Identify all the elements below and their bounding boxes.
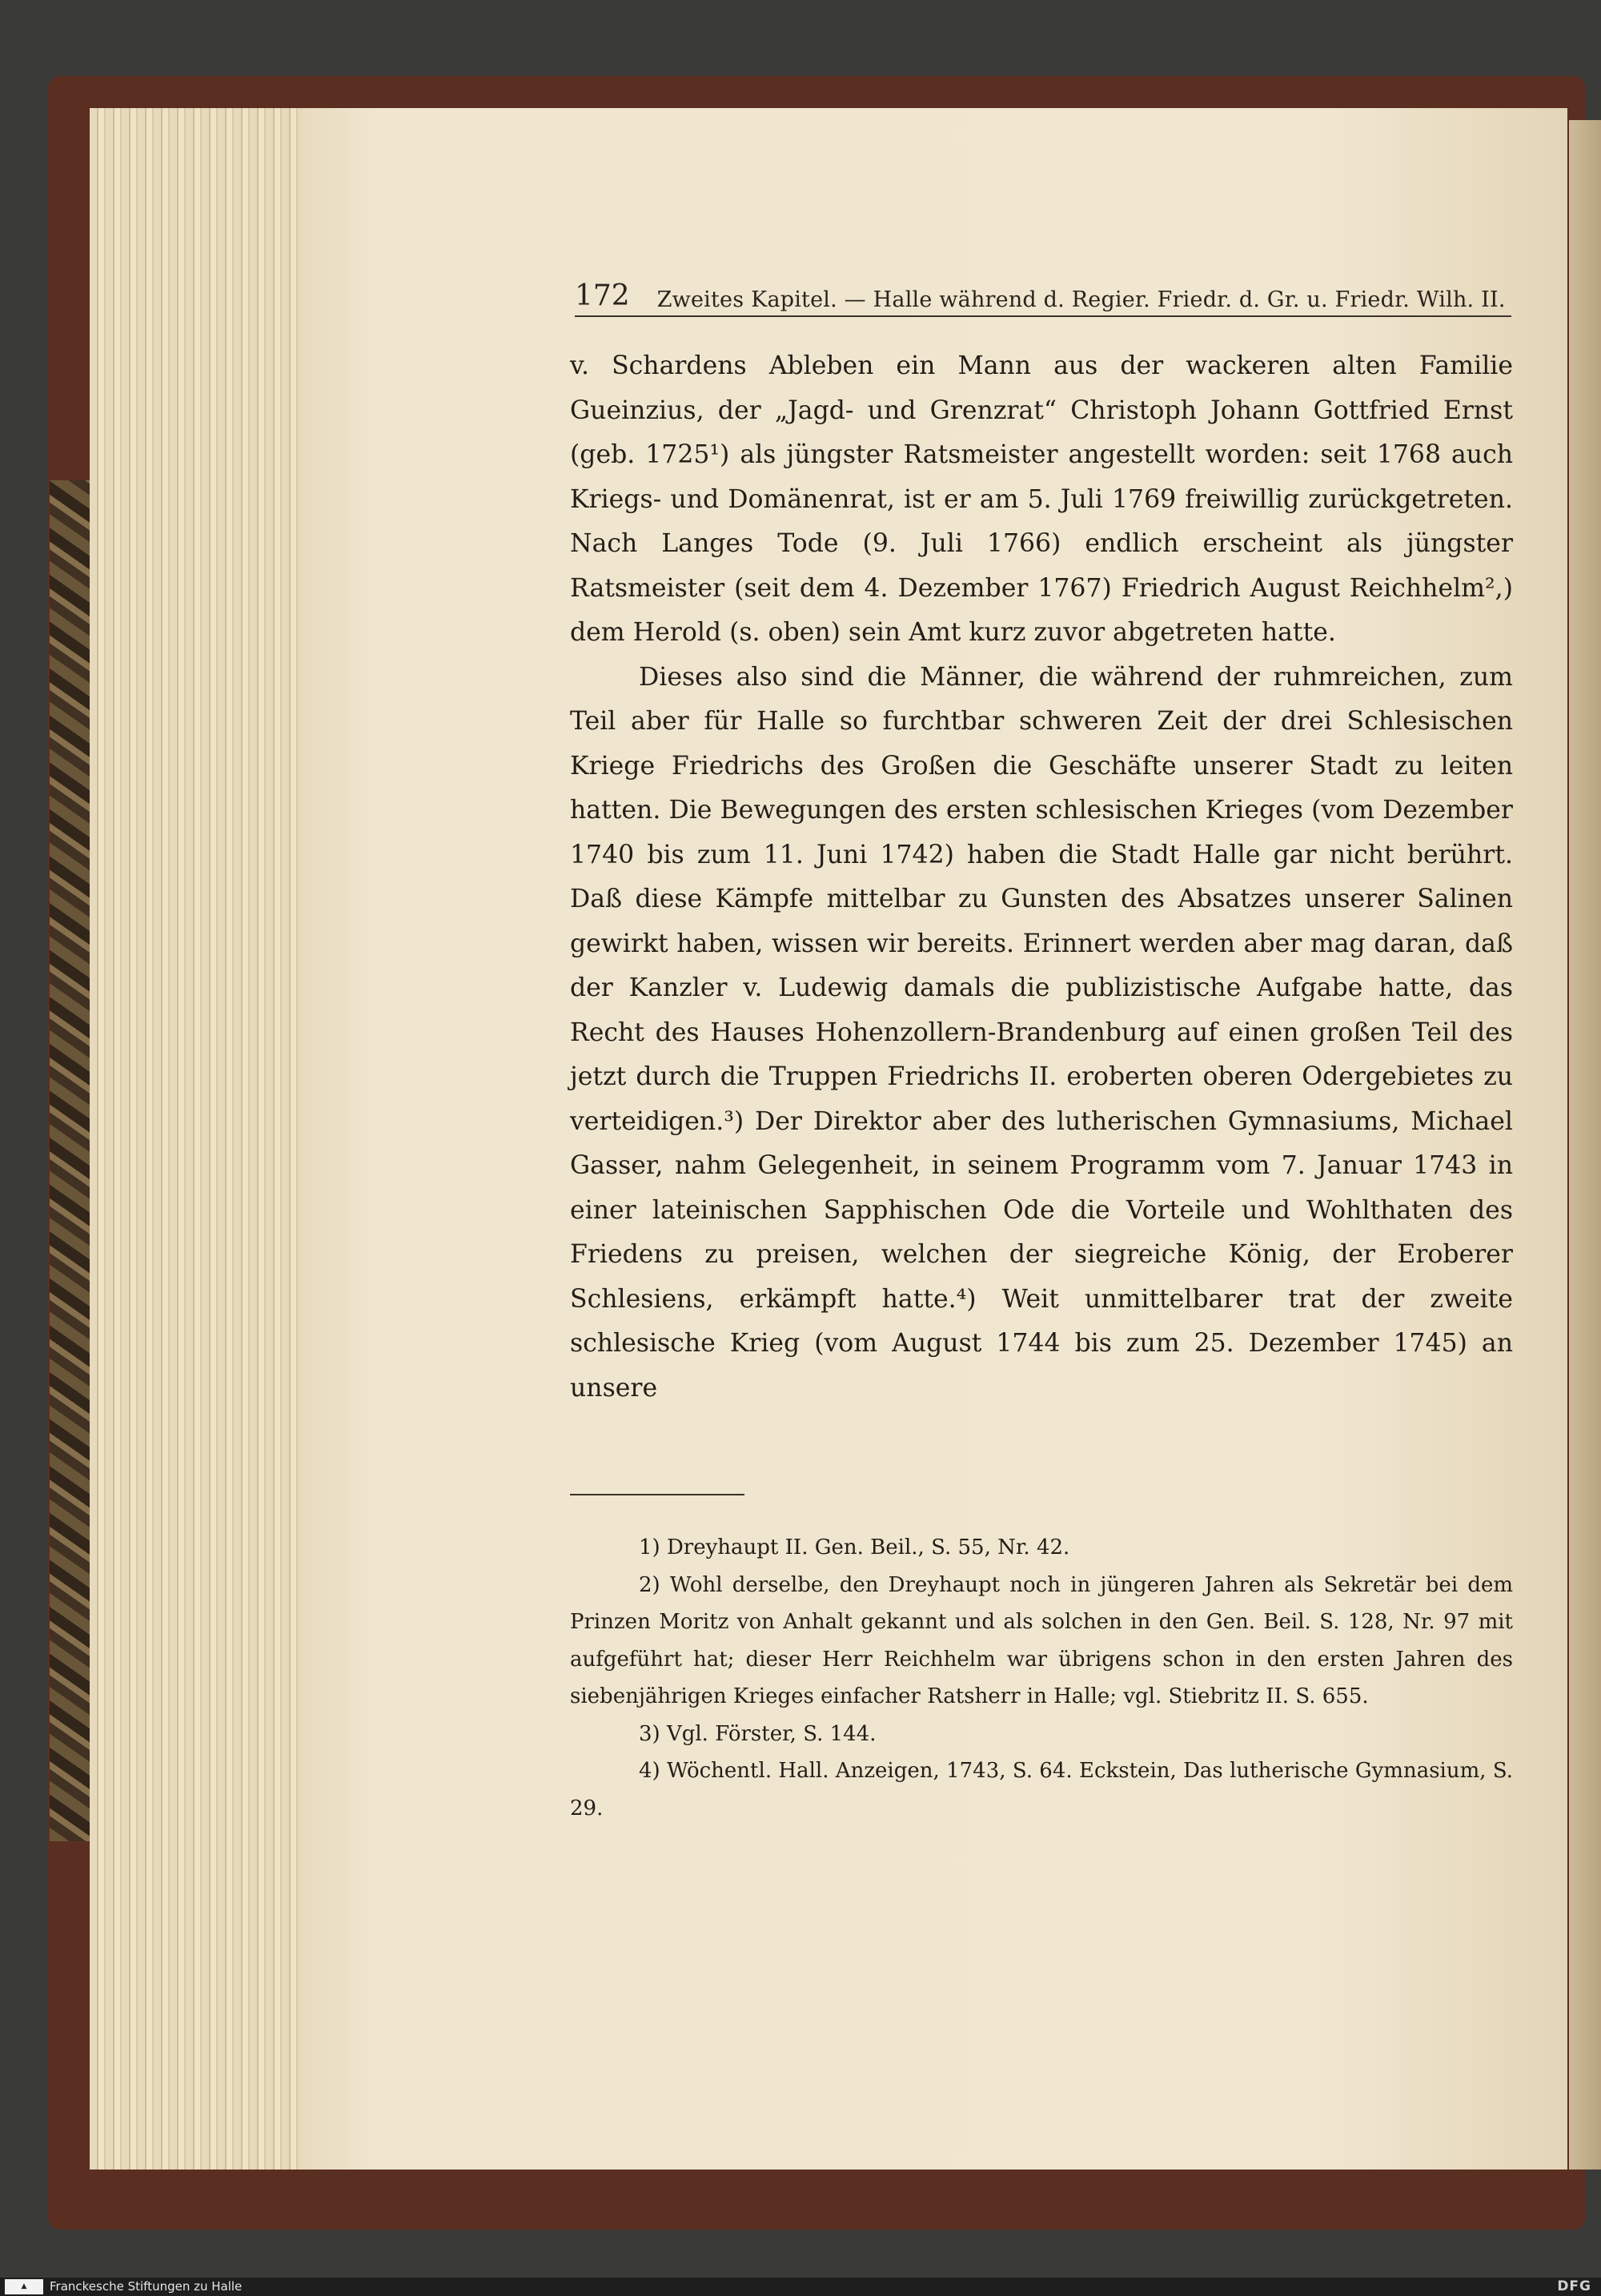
- footnotes: [570, 1529, 1513, 1827]
- footnote: 3) Vgl. Förster, S. 144.: [639, 1721, 877, 1746]
- body-paragraph: Dieses also sind die Männer, die während der ruhmreichen, zum Teil aber für Halle so furchtbar schweren Zeit der drei Schlesischen Kriege Friedrichs des Großen die Geschäfte unserer Stadt zu leiten hatten. Die Bewegungen des ersten schlesischen Krieges (vom Dezember 1740 bis zum 11. Juni 1742) haben die Stadt Halle gar nicht berührt. Daß diese Kämpfe mittelbar zu Gunsten des Absatzes unserer Salinen gewirkt haben, wissen wir bereits. Erinnert werden aber mag daran, daß der Kanzler v. Ludewig damals die publizistische Aufgabe hatte, das Recht des Hauses Hohenzollern-Brandenburg auf einen großen Teil des jetzt durch die Truppen Friedrichs II. eroberten oberen Odergebietes zu verteidigen.³) Der Direktor aber des lutherischen Gymnasiums, Michael Gasser, nahm Gelegenheit, in seinem Programm vom 7. Januar 1743 in einer lateinischen Sapphischen Ode die Vorteile und Wohlthaten des Friedens zu preisen, welchen der siegreiche König, der Eroberer Schlesiens, erkämpft hatte.⁴) Weit unmittelbarer trat der zweite schlesische Krieg (vom August 1744 bis zum 25. Dezember 1745) an unsere: [570, 662, 1513, 1403]
- footer-institution: Franckesche Stiftungen zu Halle: [50, 2279, 243, 2294]
- facing-page-edge: [1569, 120, 1601, 2170]
- page-edges: [90, 108, 306, 2170]
- running-head: [575, 266, 1511, 317]
- body-text: [570, 344, 1513, 1411]
- body-paragraph: v. Schardens Ableben ein Mann aus der wackeren alten Familie Gueinzius, der „Jagd- und Grenzrat“ Christoph Johann Gottfried Ernst (geb. 1725¹) als jüngster Ratsmeister angestellt worden: seit 1768 auch Kriegs- und Domänenrat, ist er am 5. Juli 1769 freiwillig zurückgetreten. Nach Langes Tode (9. Juli 1766) endlich erscheint als jüngster Ratsmeister (seit dem 4. Dezember 1767) Friedrich August Reichhelm²,) dem Herold (s. oben) sein Amt kurz zuvor abgetreten hatte.: [570, 351, 1513, 647]
- funder-logo: DFG: [1557, 2278, 1591, 2294]
- page-number: 172: [575, 279, 630, 312]
- footnote: 1) Dreyhaupt II. Gen. Beil., S. 55, Nr. 42.: [639, 1535, 1070, 1559]
- footnote: 2) Wohl derselbe, den Dreyhaupt noch in jüngeren Jahren als Sekretär bei dem Prinzen Moritz von Anhalt gekannt und als solchen in den Gen. Beil. S. 128, Nr. 97 mit aufgeführt hat; dieser Herr Reichhelm war übrigens schon in den ersten Jahren des siebenjährigen Krieges einfacher Ratsherr in Halle; vgl. Stiebritz II. S. 655.: [570, 1572, 1513, 1708]
- running-head-title: Zweites Kapitel. — Halle während d. Regier. Friedr. d. Gr. u. Friedr. Wilh. II.: [656, 287, 1506, 312]
- footnote-divider: [570, 1494, 744, 1495]
- footnote: 4) Wöchentl. Hall. Anzeigen, 1743, S. 64. Eckstein, Das lutherische Gymnasium, S. 29.: [570, 1759, 1513, 1820]
- institution-logo-icon: ▲: [5, 2279, 43, 2294]
